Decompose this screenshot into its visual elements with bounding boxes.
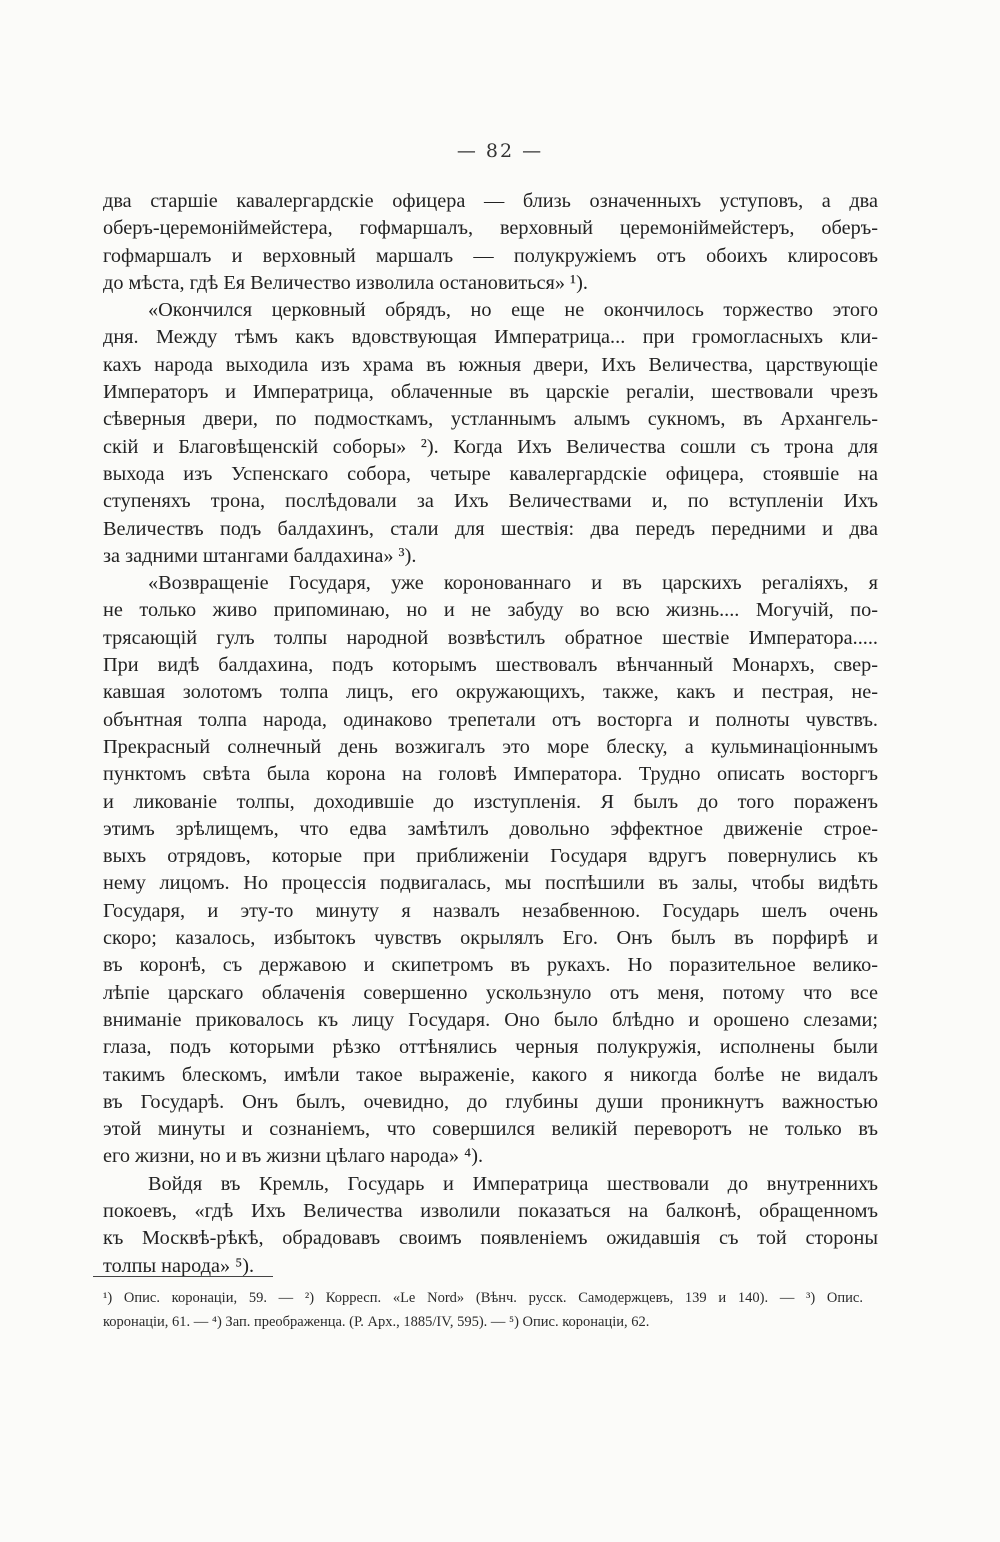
text-line: два старшіе кавалергардскіе офицера — близь означенныхъ уступовъ, а два [103, 190, 878, 212]
text-line: лѣпіе царскаго облаченія совершенно ускользнуло отъ меня, потому что все [103, 981, 878, 1004]
text-line: до мѣста, гдѣ Ея Величество изволила остановиться» ¹). [103, 271, 588, 294]
text-line: гофмаршалъ и верховный маршалъ — полукружіемъ отъ обоихъ клиросовъ [103, 244, 878, 267]
text-line: этимъ зрѣлищемъ, что едва замѣтилъ довольно эффектное движеніе строе- [103, 817, 878, 840]
footnote-line: ¹) Опис. коронаціи, 59. — ²) Корресп. «Le Nord» (Вѣнч. русск. Самодержцевъ, 139 и 140). — ³) Опис. [103, 1290, 863, 1306]
text-line: Войдя въ Кремль, Государь и Императрица шествовали до внутреннихъ [148, 1172, 878, 1195]
paragraph [103, 188, 878, 297]
text-line: такимъ блескомъ, имѣли такое выраженіе, какого я никогда болѣе не видалъ [103, 1063, 878, 1086]
text-line: Государя, и эту-то минуту я назвалъ незабвенною. Государь шелъ очень [103, 899, 878, 922]
text-line: обънтная толпа народа, одинаково трепетали отъ восторга и полноты чувствъ. [103, 708, 878, 731]
paragraph [103, 570, 878, 1171]
text-line: скій и Благовѣщенскій соборы» ²). Когда Ихъ Величества сошли съ трона для [103, 435, 878, 458]
text-line: къ Москвѣ-рѣкѣ, обрадовавъ своимъ появленіемъ ожидавшія съ той стороны [103, 1227, 878, 1250]
text-line: оберъ-церемоніймейстера, гофмаршалъ, верховный церемоніймейстеръ, оберъ- [103, 217, 878, 240]
text-line: выхъ отрядовъ, которые при приближеніи Государя вдругъ повернулись къ [103, 845, 878, 868]
text-line: и ликованіе толпы, доходившіе до изступленія. Я былъ до того пораженъ [103, 790, 878, 813]
text-line: ступеняхъ трона, послѣдовали за Ихъ Величествами и, по вступленіи Ихъ [103, 490, 878, 513]
text-line: сѣверныя двери, по подмосткамъ, устланнымъ алымъ сукномъ, въ Архангель- [103, 408, 878, 431]
text-line: нему лицомъ. Но процессія подвигалась, мы поспѣшили въ залы, чтобы видѣть [103, 872, 878, 895]
text-line: въ Государѣ. Онъ былъ, очевидно, до глубины души проникнутъ важностью [103, 1090, 878, 1113]
footnotes [103, 1286, 863, 1334]
text-line: кавшая золотомъ толпа лицъ, его окружающихъ, также, какъ и пестрая, не- [103, 681, 878, 704]
text-line: Величествъ подъ балдахинъ, стали для шествія: два передъ передними и два [103, 517, 878, 540]
body-text [103, 188, 878, 1280]
text-line: не только живо припоминаю, но и не забуду во всю жизнь.... Могучій, по- [103, 599, 878, 622]
footnote-line: коронаціи, 61. — ⁴) Зап. преображенца. (Р. Арх., 1885/IV, 595). — ⁵) Опис. коронаціи, 62. [103, 1314, 650, 1330]
paragraph [103, 1171, 878, 1280]
text-line: «Возвращеніе Государя, уже коронованнаго и въ царскихъ регаліяхъ, я [148, 572, 878, 595]
text-line: этой минуты и сознаніемъ, что совершился великій переворотъ не только въ [103, 1118, 878, 1141]
text-line: въ коронѣ, съ державою и скипетромъ въ рукахъ. Но поразительное велико- [103, 954, 878, 977]
footnote-separator [93, 1276, 273, 1277]
text-line: вниманіе приковалось къ лицу Государя. Оно было блѣдно и орошено слезами; [103, 1008, 878, 1031]
text-line: скоро; казалось, избытокъ чувствъ окрылялъ Его. Онъ былъ въ порфирѣ и [103, 927, 878, 950]
page-number: — 82 — [456, 140, 544, 162]
text-line: пунктомъ свѣта была корона на головѣ Императора. Трудно описать восторгъ [103, 763, 878, 786]
text-line: за задними штангами балдахина» ³). [103, 544, 417, 567]
text-line: дня. Между тѣмъ какъ вдовствующая Императрица... при громогласныхъ кли- [103, 326, 878, 349]
paragraph [103, 297, 878, 570]
text-line: кахъ народа выходила изъ храма въ южныя двери, Ихъ Величества, царствующіе [103, 353, 878, 376]
text-line: Императоръ и Императрица, облаченные въ царскіе регаліи, шествовали чрезъ [103, 381, 878, 404]
text-line: При видѣ балдахина, подъ которымъ шествовалъ вѣнчанный Монархъ, свер- [103, 654, 878, 677]
text-line: его жизни, но и въ жизни цѣлаго народа» ⁴). [103, 1145, 484, 1168]
text-line: толпы народа» ⁵). [103, 1254, 255, 1277]
text-line: покоевъ, «гдѣ Ихъ Величества изволили показаться на балконѣ, обращенномъ [103, 1199, 878, 1222]
text-line: глаза, подъ которыми рѣзко оттѣнялись черныя полукружія, исполнены были [103, 1036, 878, 1059]
text-line: выхода изъ Успенскаго собора, четыре кавалергардскіе офицера, стоявшіе на [103, 462, 878, 485]
text-line: «Окончился церковный обрядъ, но еще не окончилось торжество этого [148, 299, 878, 322]
text-line: Прекрасный солнечный день возжигалъ это море блеску, а кульминаціоннымъ [103, 735, 878, 758]
text-line: трясающій гулъ толпы народной возвѣстилъ обратное шествіе Императора..... [103, 626, 878, 649]
